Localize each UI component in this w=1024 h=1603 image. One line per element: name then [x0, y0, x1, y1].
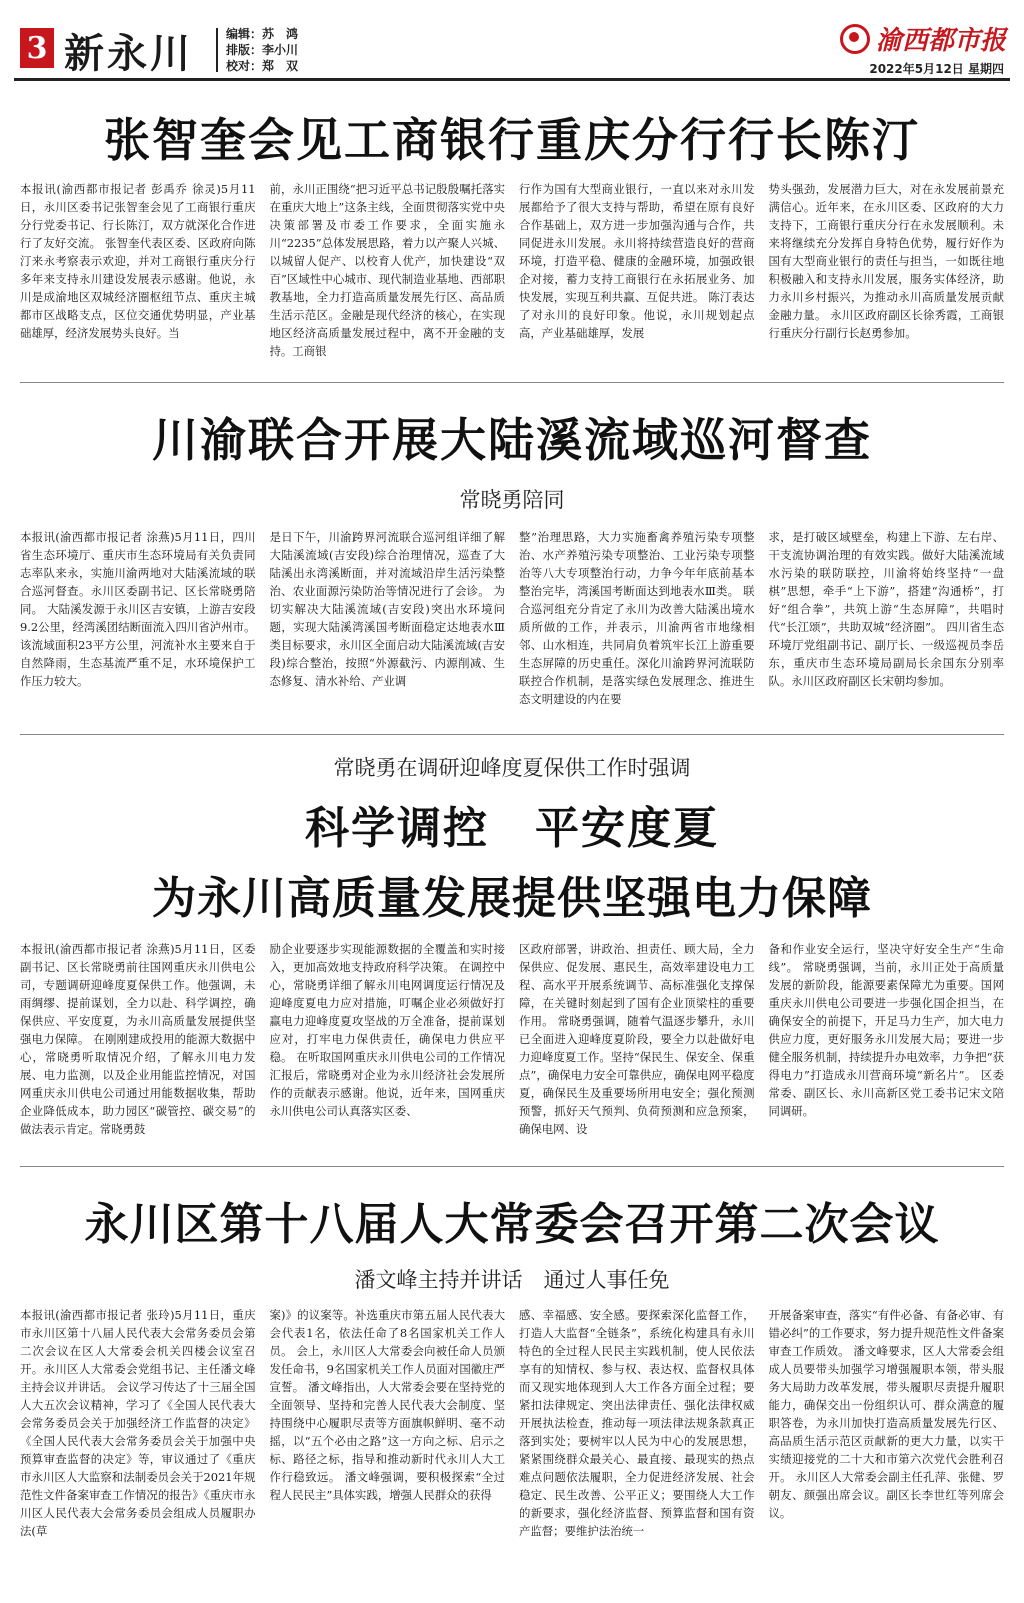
article4-column: 开展备案审查，落实“有件必备、有备必审、有错必纠”的工作要求，努力提升规范性文件备案审查工作质效。 潘文峰要求，区人大常委会组成人员要带头加强学习增强履职本领，带头服务大局助力改革发展，带头履职尽责提升履职能力，确保交出一份组织认可、群众满意的履职答卷，为永川加快打造高质量发展先行区、高品质生活示范区贡献新的更大力量，以实干实绩迎接党的二十大和市第六次党代会胜利召开。 永川区人大常委会副主任孔萍、张健、罗朝友、颜强出席会议。副区长李世红等列席会议。 [768, 1308, 1004, 1520]
article3-kicker: 常晓勇在调研迎峰度夏保供工作时强调 [333, 756, 691, 780]
newspaper-logo [840, 20, 1006, 57]
publication-date: 2022年5月12日 星期四 [869, 62, 1004, 76]
divider [20, 1166, 1004, 1167]
article1-column: 势头强劲，发展潜力巨大，对在永发展前景充满信心。近年来，在永川区委、区政府的大力支持下，工商银行重庆分行在永发展顺利。未来将继续充分发挥自身特色优势，履行好作为国有大型商业银行的责任与担当，一如既往地积极融入和支持永川发展，服务实体经济，助力永川乡村振兴，为推动永川高质量发展贡献金融力量。 永川区政府副区长徐秀霞，工商银行重庆分行副行长赵勇参加。 [768, 182, 1004, 340]
article2-column: 本报讯(渝西都市报记者 涂燕)5月11日，四川省生态环境厅、重庆市生态环境局有关负责同志率队来永，实施川渝两地对大陆溪流域的联合巡河督查。永川区委副书记、区长常晓勇陪同。 大陆溪发源于永川区吉安镇，上游吉安段9.2公里，经湾溪团结断面流入四川省泸州市。该流域面积23平方公里，河流补水主要来自于自然降雨，生态基流严重不足，水环境保护工作压力较大。 [20, 530, 256, 688]
divider [20, 734, 1004, 735]
divider [20, 382, 1004, 383]
article3-column: 励企业要逐步实现能源数据的全覆盖和实时接入，更加高效地支持政府科学决策。 在调控中心，常晓勇详细了解永川电网调度运行情况及迎峰度夏电力应对措施，叮嘱企业必须做好打赢电力迎峰度夏攻坚战的万全准备，提前谋划应对，打牢电力保供责任，确保电力供应平稳。 在听取国网重庆永川供电公司的工作情况汇报后，常晓勇对企业为永川经济社会发展所作的贡献表示感谢。他说，近年来，国网重庆永川供电公司认真落实区委、 [269, 942, 505, 1118]
article1-headline: 张智奎会见工商银行重庆分行行长陈汀 [104, 113, 920, 167]
article3-headline-line2: 为永川高质量发展提供坚强电力保障 [152, 873, 872, 924]
staff-credits [226, 26, 298, 74]
article4-column: 本报讯(渝西都市报记者 张玲)5月11日，重庆市永川区第十八届人民代表大会常务委员会第二次会议在区人大常委会机关四楼会议室召开。永川区人大常委会党组书记、主任潘文峰主持会议并讲话。 会议学习传达了十三届全国人大五次会议精神，学习了《全国人民代表大会常务委员会关于加强经济工作监督的决定》《全国人民代表大会常务委员会关于加强中央预算审查监督的决定》等，审议通过了《重庆市永川区人大监察和法制委员会关于2021年规范性文件备案审查工作情况的报告》《重庆市永川区人民代表大会常务委员会组成人员履职办法(草 [20, 1308, 256, 1538]
masthead-divider [216, 28, 218, 72]
article1-column: 本报讯(渝西都市报记者 彭禹乔 徐灵)5月11日，永川区委书记张智奎会见了工商银行重庆分行党委书记、行长陈汀，双方就深化合作进行了友好交流。 张智奎代表区委、区政府向陈汀来永考察表示欢迎，并对工商银行重庆分行多年来支持永川建设发展表示感谢。他说，永川是成渝地区双城经济圈枢纽节点、重庆主城都市区战略支点，区位交通优势明显，产业基础雄厚，经济发展势头良好。当 [20, 182, 256, 340]
layout-credit: 排版：李小川 [226, 43, 299, 57]
logo-swirl-icon [840, 24, 870, 54]
article4-subheadline: 潘文峰主持并讲话 通过人事任免 [354, 1268, 670, 1292]
article1-body [20, 180, 1004, 370]
article4-headline: 永川区第十八届人大常委会召开第二次会议 [84, 1199, 940, 1250]
article2-subheadline: 常晓勇陪同 [459, 488, 565, 512]
editor-credit: 编辑：苏 鸿 [226, 27, 299, 41]
article3-body [20, 940, 1004, 1150]
article3-column: 备和作业安全运行，坚决守好安全生产“生命线”。 常晓勇强调，当前，永川正处于高质量发展的新阶段，能源要素保障尤为重要。国网重庆永川供电公司要进一步强化国企担当，在确保安全的前提下，开足马力生产，加大电力供应力度，更好服务永川发展大局；要进一步健全服务机制，持续提升办电效率，力争把“获得电力”打造成永川营商环境“新名片”。 区委常委、副区长、永川高新区党工委书记宋文陪同调研。 [768, 942, 1004, 1118]
article2-headline: 川渝联合开展大陆溪流域巡河督查 [152, 413, 872, 467]
article4-column: 感、幸福感、安全感。要探索深化监督工作，打造人大监督“全链条”，系统化构建具有永川特色的全过程人民民主实践机制，使人民依法享有的知情权、参与权、表达权、监督权具体而又现实地体现到人大工作各方面全过程；要紧扣法律规定、突出法律责任、强化法律权威开展执法检查，推动每一项法律法规条款真正落到实处；要树牢以人民为中心的发展思想，紧紧围绕群众最关心、最直接、最现实的热点难点问题依法履职，全力促进经济发展、社会稳定、民生改善、公平正义；要围绕人大工作的新要求，强化经济监督、预算监督和国有资产监督；要维护法治统一 [519, 1308, 755, 1538]
article4-column: 案)》的议案等。补选重庆市第五届人民代表大会代表1名，依法任命了8名国家机关工作人员。 会上，永川区人大常委会向被任命人员颁发任命书，9名国家机关工作人员面对国徽庄严宣誓。 潘文峰指出，人大常委会要在坚持党的全面领导、坚持和完善人民代表大会制度、坚持围绕中心履职尽责等方面旗帜鲜明、毫不动摇，以“五个必由之路”这一方向之标、启示之标、路径之标，指导和推动新时代永川人大工作行稳致远。 潘文峰强调，要积极探索“全过程人民民主”具体实践，增强人民群众的获得 [269, 1308, 505, 1502]
masthead [14, 10, 1010, 76]
article2-column: 是日下午，川渝跨界河流联合巡河组详细了解大陆溪流域(吉安段)综合治理情况，巡查了大陆溪出永湾溪断面，并对流域沿岸生活污染整治、农业面源污染防治等情况进行了会诊。 为切实解决大陆溪流域(吉安段)突出水环境问题，实现大陆溪湾溪国考断面稳定达地表水Ⅲ类目标要求，永川区全面启动大陆溪流域(吉安段)综合整治，按照“外源截污、内源削减、生态修复、清水补给、产业调 [269, 530, 505, 688]
masthead-rule [14, 78, 1010, 81]
proofreader-credit: 校对：郑 双 [226, 59, 299, 73]
article2-body [20, 528, 1004, 716]
article4-body [20, 1306, 1004, 1596]
article3-column: 区政府部署，讲政治、担责任、顾大局，全力保供应、促发展、惠民生，高效率建设电力工程、高水平开展系统调节、高标准强化支撑保障，在关键时刻起到了国有企业顶梁柱的重要作用。 常晓勇强调，随着气温逐步攀升，永川已全面进入迎峰度夏阶段，要全力以赴做好电力迎峰度夏工作。坚持“保民生、保安全、保重点”，确保电力安全可靠供应，确保电网平稳度夏，确保民生及重要场所用电安全；强化预测预警，抓好天气预判、负荷预测和应急预案，确保电网、设 [519, 942, 755, 1136]
article3-column: 本报讯(渝西都市报记者 涂燕)5月11日，区委副书记、区长常晓勇前往国网重庆永川供电公司，专题调研迎峰度夏保供工作。他强调，未雨绸缪、提前谋划，全力以赴、科学调控，确保供应、平安度夏，为永川高质量发展提供坚强电力保障。 在刚刚建成投用的能源大数据中心，常晓勇听取情况介绍，了解永川电力发展、电力监测，以及企业用能监控情况，对国网重庆永川供电公司通过用能数据收集，帮助企业降低成本，助力园区“碳管控、碳交易”的做法表示肯定。常晓勇鼓 [20, 942, 256, 1136]
article1-column: 前，永川正围绕“把习近平总书记殷殷嘱托落实在重庆大地上”这条主线，全面贯彻落实党中央决策部署及市委工作要求，全面实施永川“2235”总体发展思路，着力以产聚人兴城、以城留人促产、以校育人优产，加快建设“双百”区域性中心城市、现代制造业基地、西部职教基地，全力打造高质量发展先行区、高品质生活示范区。金融是现代经济的核心，在实现地区经济高质量发展过程中，离不开金融的支持。工商银 [269, 182, 505, 358]
newspaper-name: 渝西都市报 [875, 26, 1006, 56]
article1-column: 行作为国有大型商业银行，一直以来对永川发展都给予了很大支持与帮助，希望在原有良好合作基础上，双方进一步加强沟通与合作，共同促进永川发展。永川将持续营造良好的营商环境，打造平稳、健康的金融环境，加强政银企对接，蓄力支持工商银行在永拓展业务、加快发展，实现互利共赢、互促共进。 陈汀表达了对永川的良好印象。他说，永川规划起点高，产业基础雄厚，发展 [519, 182, 755, 340]
article3-headline-line1: 科学调控 平安度夏 [305, 803, 719, 854]
section-title: 新永川 [64, 30, 193, 77]
article2-column: 求，是打破区域壁垒，构建上下游、左右岸、干支流协调治理的有效实践。做好大陆溪流域水污染的联防联控，川渝将始终坚持“一盘棋”思想，牵手“上下游”，搭建“沟通桥”，打好“组合拳”，共筑上游“生态屏障”，共唱时代“长江颂”，共助双城“经济圈”。 四川省生态环境厅党组副书记、副厅长、一级巡视员李岳东，重庆市生态环境局副局长余国东分别率队。永川区政府副区长宋朝均参加。 [768, 530, 1004, 688]
article2-column: 整”治理思路，大力实施畜禽养殖污染专项整治、水产养殖污染专项整治、工业污染专项整治等八大专项整治行动，力争今年年底前基本整治完毕，湾溪国考断面达到地表水Ⅲ类。 联合巡河组充分肯定了永川为改善大陆溪出境水质所做的工作，并表示，川渝两省市地缘相邻、山水相连，共同肩负着筑牢长江上游重要生态屏障的历史重任。深化川渝跨界河流联防联控合作机制，是落实绿色发展理念、推进生态文明建设的内在要 [519, 530, 755, 706]
page-number: 3 [20, 28, 54, 68]
